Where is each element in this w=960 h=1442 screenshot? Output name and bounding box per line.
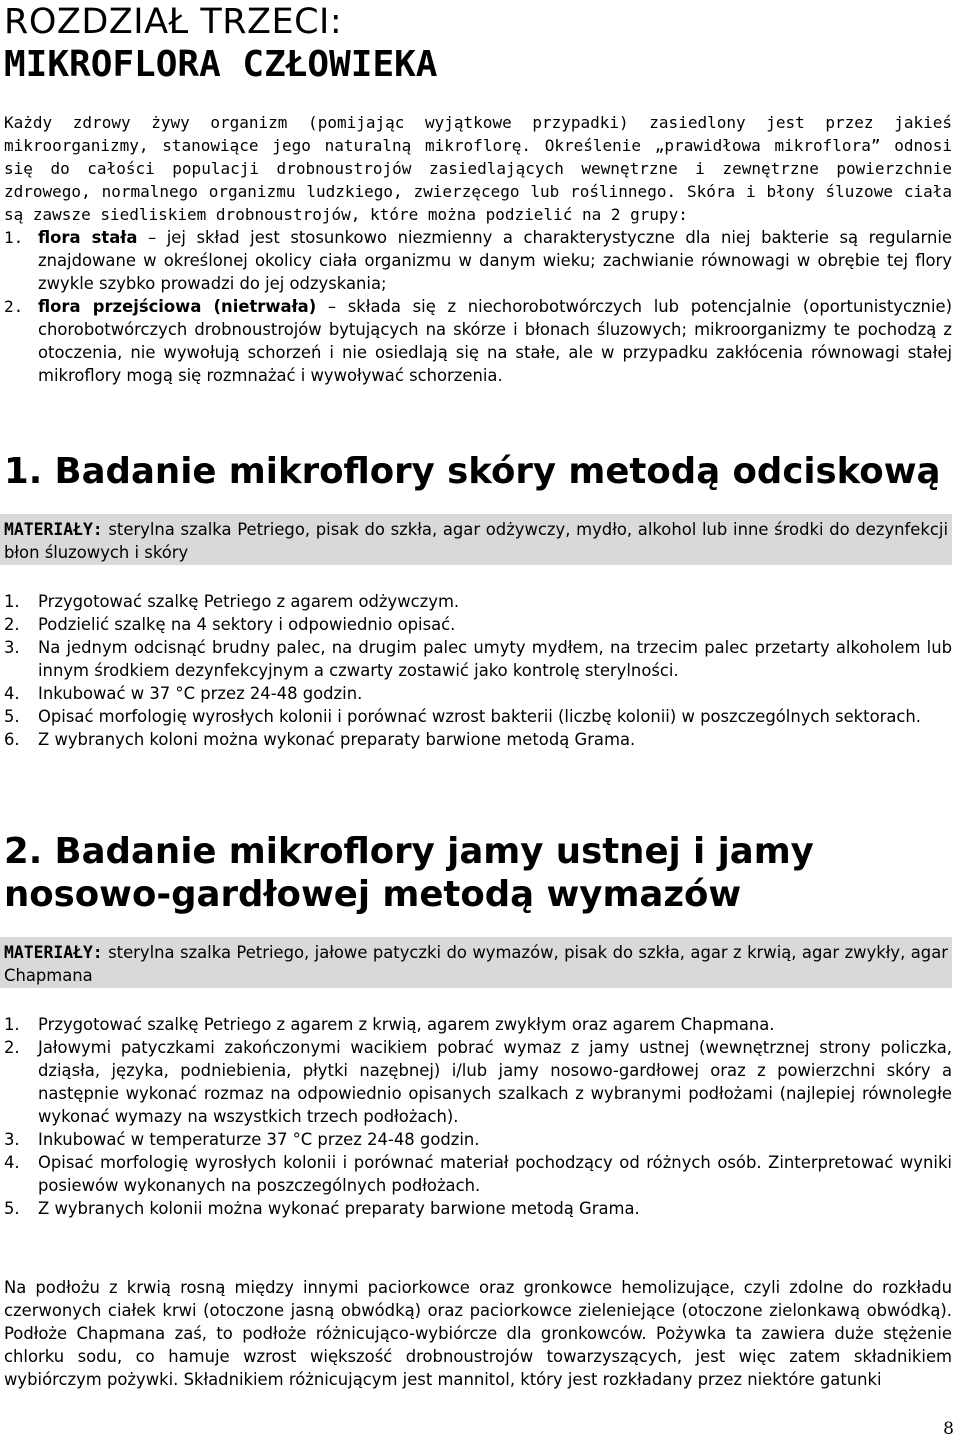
list-item [4,728,952,751]
intro-section [4,111,952,387]
list-item [4,682,952,705]
list-item [4,590,952,613]
list-number: 5. [4,1199,20,1218]
chapter-title: MIKROFLORA CZŁOWIEKA [4,44,438,85]
section-2-materials [0,937,952,988]
step-text: Inkubować w temperaturze 37 °C przez 24-48 godzin. [38,1130,480,1149]
list-item [4,1036,952,1128]
step-text: Podzielić szalkę na 4 sektory i odpowiednio opisać. [38,615,456,634]
list-number: 5. [4,707,20,726]
list-number: 3. [4,1130,20,1149]
section-1-heading: 1. Badanie mikroflory skóry metodą odciskową [4,451,941,492]
list-item [4,613,952,636]
section-2-heading-line-2: nosowo-gardłowej metodą wymazów [4,874,742,915]
materials-text: sterylna szalka Petriego, jałowe patyczki do wymazów, pisak do szkła, agar z krwią, agar zwykły, agar Chapmana [4,943,948,985]
step-text: Opisać morfologię wyrosłych kolonii i porównać materiał pochodzący od różnych osób. Zinterpretować wyniki posiewów wykonanych na poszczególnych podłożach. [38,1153,952,1195]
list-number: 2. [4,615,20,634]
list-item [4,636,952,682]
flora-description: – jej skład jest stosunkowo niezmienny a charakterystyczne dla niej bakterie są regularnie znajdowane w określonej okolicy ciała organizmu w danym wieku; zachwianie równowagi w obrębie tej flory zwykle szybko prowadzi do jej odzyskania; [38,228,952,293]
intro-paragraph: Każdy zdrowy żywy organizm (pomijając wyjątkowe przypadki) zasiedlony jest przez jakieś mikroorganizmy, stanowiące jego naturalną mikroflorę. Określenie „prawidłowa mikroflora” odnosi się do całości populacji drobnoustrojów zasiedlających wewnętrzne i zewnętrzne powierzchnie zdrowego, normalnego organizmu ludzkiego, zwierzęcego lub roślinnego. Skóra i błony śluzowe ciała są zawsze siedliskiem drobnoustrojów, które można podzielić na 2 grupy: [4,113,952,224]
list-number: 1. [4,592,20,611]
chapter-label: ROZDZIAŁ TRZECI: [4,2,343,42]
list-number: 4. [4,1153,20,1172]
section-1-steps [4,590,952,751]
materials-text: sterylna szalka Petriego, pisak do szkła, agar odżywczy, mydło, alkohol lub inne środki do dezynfekcji błon śluzowych i skóry [4,520,948,562]
flora-description: – składa się z niechorobotwórczych lub potencjalnie (oportunistycznie) chorobotwórczych drobnoustrojów bytujących na skórze i błonach śluzowych; mikroorganizmy te pochodzą z otoczenia, nie wywołują schorzeń i nie osiedlają się na stałe, ale w przypadku zakłócenia równowagi stałej mikroflory mogą się rozmnażać i wywoływać schorzenia. [38,297,952,385]
flora-group-item [4,226,952,295]
flora-term: flora stała [38,228,138,247]
step-text: Opisać morfologię wyrosłych kolonii i porównać wzrost bakterii (liczbę kolonii) w poszczególnych sektorach. [38,707,922,726]
step-text: Inkubować w 37 °C przez 24-48 godzin. [38,684,363,703]
page-number: 8 [943,1419,954,1439]
list-item [4,1013,952,1036]
step-text: Na jednym odcisnąć brudny palec, na drugim palec umyty mydłem, na trzecim palec przetarty alkoholem lub innym środkiem dezynfekcyjnym a czwarty zostawić jako kontrolę sterylności. [38,638,952,680]
section-2-steps [4,1013,952,1220]
list-number: 6. [4,730,20,749]
step-text: Jałowymi patyczkami zakończonymi wacikiem pobrać wymaz z jamy ustnej (wewnętrznej strony policzka, dziąsła, języka, podniebienia, płytki nazębnej) i/lub jamy nosowo-gardłowej oraz z powierzchni skóry a następnie wykonać rozmaz na odpowiednio opisanych szalkach z wybranymi podłożami (najlepiej równoległe wykonać wymazy na wszystkich trzech podłożach). [38,1038,952,1126]
materials-label: MATERIAŁY: [4,520,103,539]
list-number: 4. [4,684,20,703]
step-text: Przygotować szalkę Petriego z agarem odżywczym. [38,592,460,611]
closing-paragraph: Na podłożu z krwią rosną między innymi paciorkowce oraz gronkowce hemolizujące, czyli zdolne do rozkładu czerwonych ciałek krwi (otoczone jasną obwódką) oraz paciorkowce zieleniejące (otoczone zielonkawą obwódką). Podłoże Chapmana zaś, to podłoże różnicująco-wybiórcze dla gronkowców. Pożywka ta zawiera duże stężenie chlorku sodu, co hamuje wzrost większość drobnoustrojów towarzyszących, jest więc zatem składnikiem wybiórczym pożywki. Składnikiem różnicującym jest mannitol, który jest rozkładany przez niektóre gatunki [4,1278,952,1389]
step-text: Z wybranych koloni można wykonać preparaty barwione metodą Grama. [38,730,636,749]
section-2-heading-line-1: 2. Badanie mikroflory jamy ustnej i jamy [4,831,814,872]
list-item [4,1128,952,1151]
step-text: Z wybranych kolonii można wykonać preparaty barwione metodą Grama. [38,1199,640,1218]
list-item [4,705,952,728]
list-item [4,1197,952,1220]
flora-group-item [4,295,952,387]
list-number: 2. [4,297,24,316]
step-text: Przygotować szalkę Petriego z agarem z krwią, agarem zwykłym oraz agarem Chapmana. [38,1015,775,1034]
materials-label: MATERIAŁY: [4,943,103,962]
section-1-materials [0,514,952,565]
list-number: 3. [4,638,20,657]
list-item [4,1151,952,1197]
list-number: 1. [4,1015,20,1034]
list-number: 1. [4,228,24,247]
list-number: 2. [4,1038,20,1057]
flora-term: flora przejściowa (nietrwała) [38,297,317,316]
flora-groups-list [4,226,952,387]
